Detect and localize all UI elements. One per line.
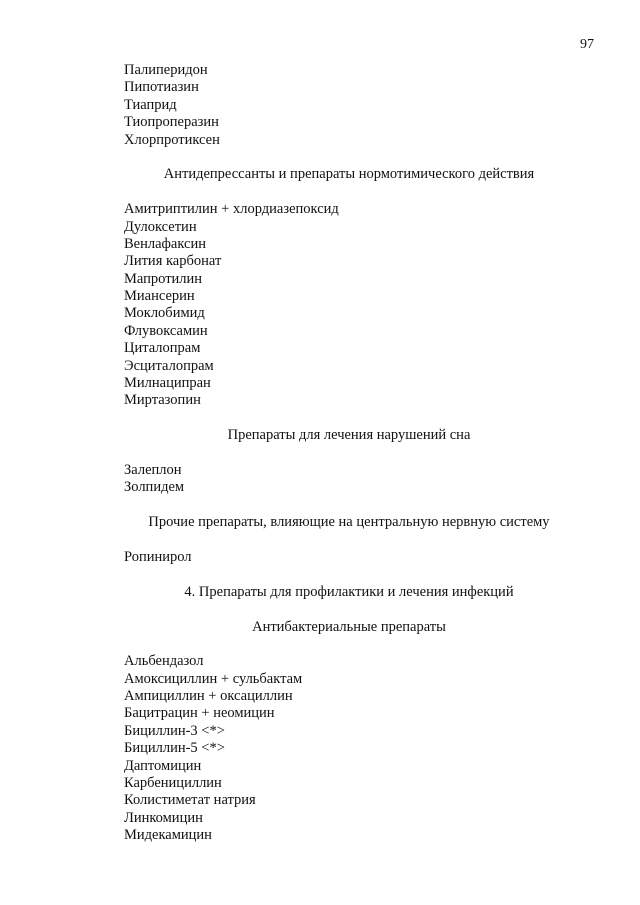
list-item: Пипотиазин xyxy=(124,79,199,96)
list-item: Палиперидон xyxy=(124,62,208,78)
drug-list-other-cns xyxy=(124,549,574,566)
section-heading-antibacterial: Антибактериальные препараты xyxy=(252,618,446,635)
list-item: Амоксициллин + сульбактам xyxy=(124,670,303,687)
list-item: Милнаципран xyxy=(124,375,211,392)
list-item: Карбенициллин xyxy=(124,775,222,792)
list-item: Мапротилин xyxy=(124,270,203,287)
list-item: Бацитрацин + неомицин xyxy=(124,705,275,722)
section-heading-other-cns: Прочие препараты, влияющие на центральную нервную систему xyxy=(148,514,550,531)
list-item: Моклобимид xyxy=(124,305,205,322)
list-item: Ампициллин + оксациллин xyxy=(124,688,293,705)
list-item: Колистиметат натрия xyxy=(124,792,256,809)
list-item: Лития карбонат xyxy=(124,253,222,270)
list-item: Миансерин xyxy=(124,288,195,305)
list-item: Флувоксамин xyxy=(124,322,208,339)
drug-list-antidepressants xyxy=(124,201,574,410)
list-item: Тиопроперазин xyxy=(124,114,219,131)
drug-list-sleep xyxy=(124,462,574,497)
list-item: Тиаприд xyxy=(124,96,177,113)
list-item: Хлорпротиксен xyxy=(124,131,220,148)
list-item: Амитриптилин + хлордиазепоксид xyxy=(124,201,339,218)
page-number: 97 xyxy=(580,37,594,52)
list-item: Золпидем xyxy=(124,479,185,496)
list-item: Даптомицин xyxy=(124,757,202,774)
list-item: Мидекамицин xyxy=(124,827,212,844)
list-item: Бициллин-3 <*> xyxy=(124,722,225,739)
list-item: Ропинирол xyxy=(124,548,192,565)
drug-list-antibacterial xyxy=(124,653,574,844)
page-content xyxy=(124,62,574,845)
list-item: Циталопрам xyxy=(124,340,201,357)
list-item: Залеплон xyxy=(124,461,182,478)
list-item: Миртазопин xyxy=(124,392,201,409)
list-item: Альбендазол xyxy=(124,653,204,670)
list-item: Эсциталопрам xyxy=(124,357,214,374)
list-item: Венлафаксин xyxy=(124,235,207,252)
list-item: Бициллин-5 <*> xyxy=(124,740,225,757)
chapter-heading: 4. Препараты для профилактики и лечения инфекций xyxy=(184,583,514,600)
section-heading-antidepressants: Антидепрессанты и препараты нормотимического действия xyxy=(163,166,535,183)
drug-list-group1 xyxy=(124,62,574,149)
list-item: Дулоксетин xyxy=(124,218,197,235)
list-item: Линкомицин xyxy=(124,809,203,826)
section-heading-sleep: Препараты для лечения нарушений сна xyxy=(227,427,471,444)
